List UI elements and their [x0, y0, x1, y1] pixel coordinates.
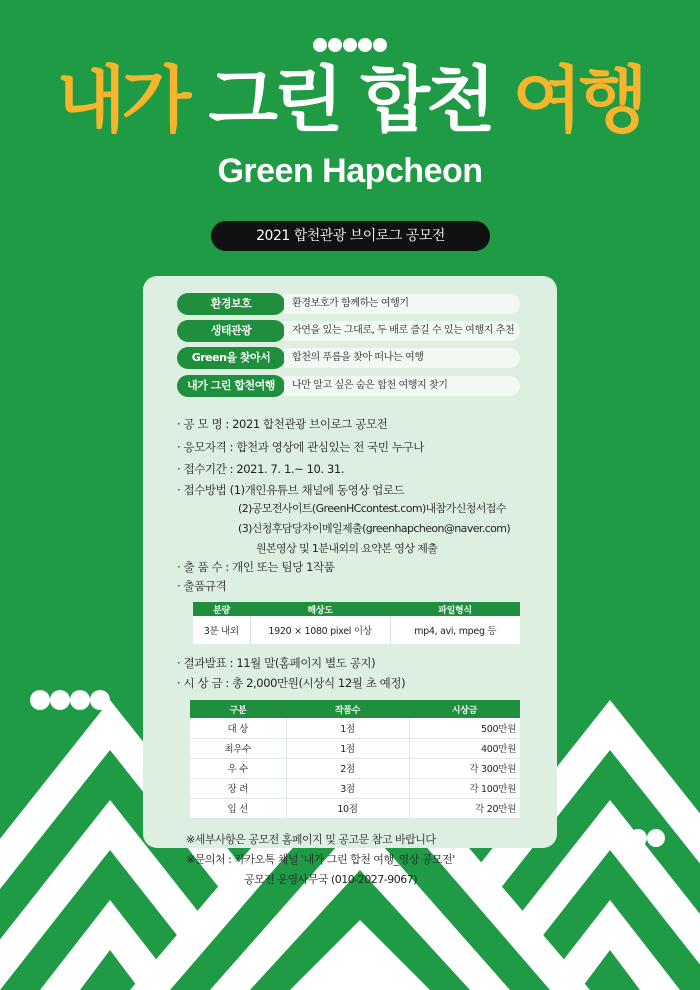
title-part-3: 여행: [512, 58, 644, 142]
info-method: · 접수방법 (1)개인유튜브 채널에 동영상 업로드: [177, 483, 405, 497]
category-row: [177, 375, 522, 397]
prize-cell: 500만원: [409, 718, 520, 738]
spec-cell: 1920 × 1080 pixel 이상: [250, 616, 390, 644]
prize-cell: 400만원: [409, 738, 520, 758]
prize-cell: 각 100만원: [409, 778, 520, 798]
category-desc: 합천의 푸름을 찾아 떠나는 여행: [284, 348, 520, 368]
prize-row: [190, 718, 520, 738]
prize-cell: 입 선: [190, 798, 286, 818]
category-label: 내가 그린 합천여행: [177, 375, 285, 397]
category-row: [177, 293, 522, 315]
info-results: · 결과발표 : 11월 말(홈페이지 별도 공지): [177, 656, 376, 670]
category-label: 환경보호: [177, 293, 285, 315]
prize-cell: 각 20만원: [409, 798, 520, 818]
category-desc: 환경보호가 함께하는 여행기: [284, 294, 520, 314]
info-eligibility: · 응모자격 : 합천과 영상에 관심있는 전 국민 누구나: [177, 440, 424, 454]
note-contact: ※문의처 : 카카오톡 채널 '내가 그린 합천 여행_영상 공모전': [186, 853, 455, 866]
info-prize-total: · 시 상 금 : 총 2,000만원(시상식 12월 초 예정): [177, 676, 406, 690]
category-desc: 나만 알고 싶은 숨은 합천 여행지 찾기: [284, 376, 520, 396]
prize-cell: 최우수: [190, 738, 286, 758]
prize-header-row: [190, 700, 520, 718]
info-method-3: (3)신청후담당자이메일제출(greenhapcheon@naver.com): [238, 522, 511, 535]
category-desc: 자연을 있는 그대로, 두 배로 즐길 수 있는 여행지 추천: [284, 321, 520, 341]
prize-header: 구분: [190, 700, 286, 718]
info-method-3b: 원본영상 및 1분내외의 요약본 영상 제출: [256, 542, 438, 555]
prize-table: [190, 700, 520, 819]
prize-cell: 2점: [286, 758, 409, 778]
prize-row: [190, 778, 520, 798]
category-label: 생태관광: [177, 320, 285, 342]
dots-left: [30, 690, 110, 710]
spec-cell: 3분 내외: [193, 616, 250, 644]
prize-cell: 10점: [286, 798, 409, 818]
contest-pill: 2021 합천관광 브이로그 공모전: [211, 221, 490, 251]
title-part-1: 내가: [56, 58, 188, 142]
prize-header: 작품수: [286, 700, 409, 718]
info-method-2: (2)공모전사이트(GreenHCcontest.com)내참가신청서접수: [238, 502, 506, 515]
subtitle: Green Hapcheon: [217, 152, 483, 190]
prize-cell: 1점: [286, 738, 409, 758]
note-office: 공모전 운영사무국 (010-2027-9067): [244, 873, 418, 886]
prize-cell: 3점: [286, 778, 409, 798]
prize-cell: 각 300만원: [409, 758, 520, 778]
prize-cell: 장 려: [190, 778, 286, 798]
category-row: [177, 347, 522, 369]
prize-row: [190, 738, 520, 758]
prize-cell: 1점: [286, 718, 409, 738]
info-spec-label: · 출품규격: [177, 579, 227, 593]
info-name: · 공 모 명 : 2021 합천관광 브이로그 공모전: [177, 417, 388, 431]
spec-header: 해상도: [250, 602, 390, 616]
info-entries: · 출 품 수 : 개인 또는 팀당 1작품: [177, 560, 335, 574]
spec-header: 분량: [193, 602, 250, 616]
spec-header: 파일형식: [390, 602, 520, 616]
spec-cell: mp4, avi, mpeg 등: [390, 616, 520, 644]
spec-table: [193, 602, 520, 644]
prize-row: [190, 798, 520, 818]
info-period: · 접수기간 : 2021. 7. 1.~ 10. 31.: [177, 462, 345, 476]
top-dots: [313, 38, 387, 52]
note-details: ※세부사항은 공모전 홈페이지 및 공고문 참고 바랍니다: [186, 833, 436, 846]
title-part-2: 그린 합천: [208, 58, 492, 142]
spec-row: [193, 616, 520, 644]
spec-header-row: [193, 602, 520, 616]
main-title: [0, 58, 700, 142]
prize-row: [190, 758, 520, 778]
category-row: [177, 320, 522, 342]
prize-cell: 우 수: [190, 758, 286, 778]
category-label: Green을 찾아서: [177, 347, 285, 369]
prize-header: 시상금: [409, 700, 520, 718]
prize-cell: 대 상: [190, 718, 286, 738]
